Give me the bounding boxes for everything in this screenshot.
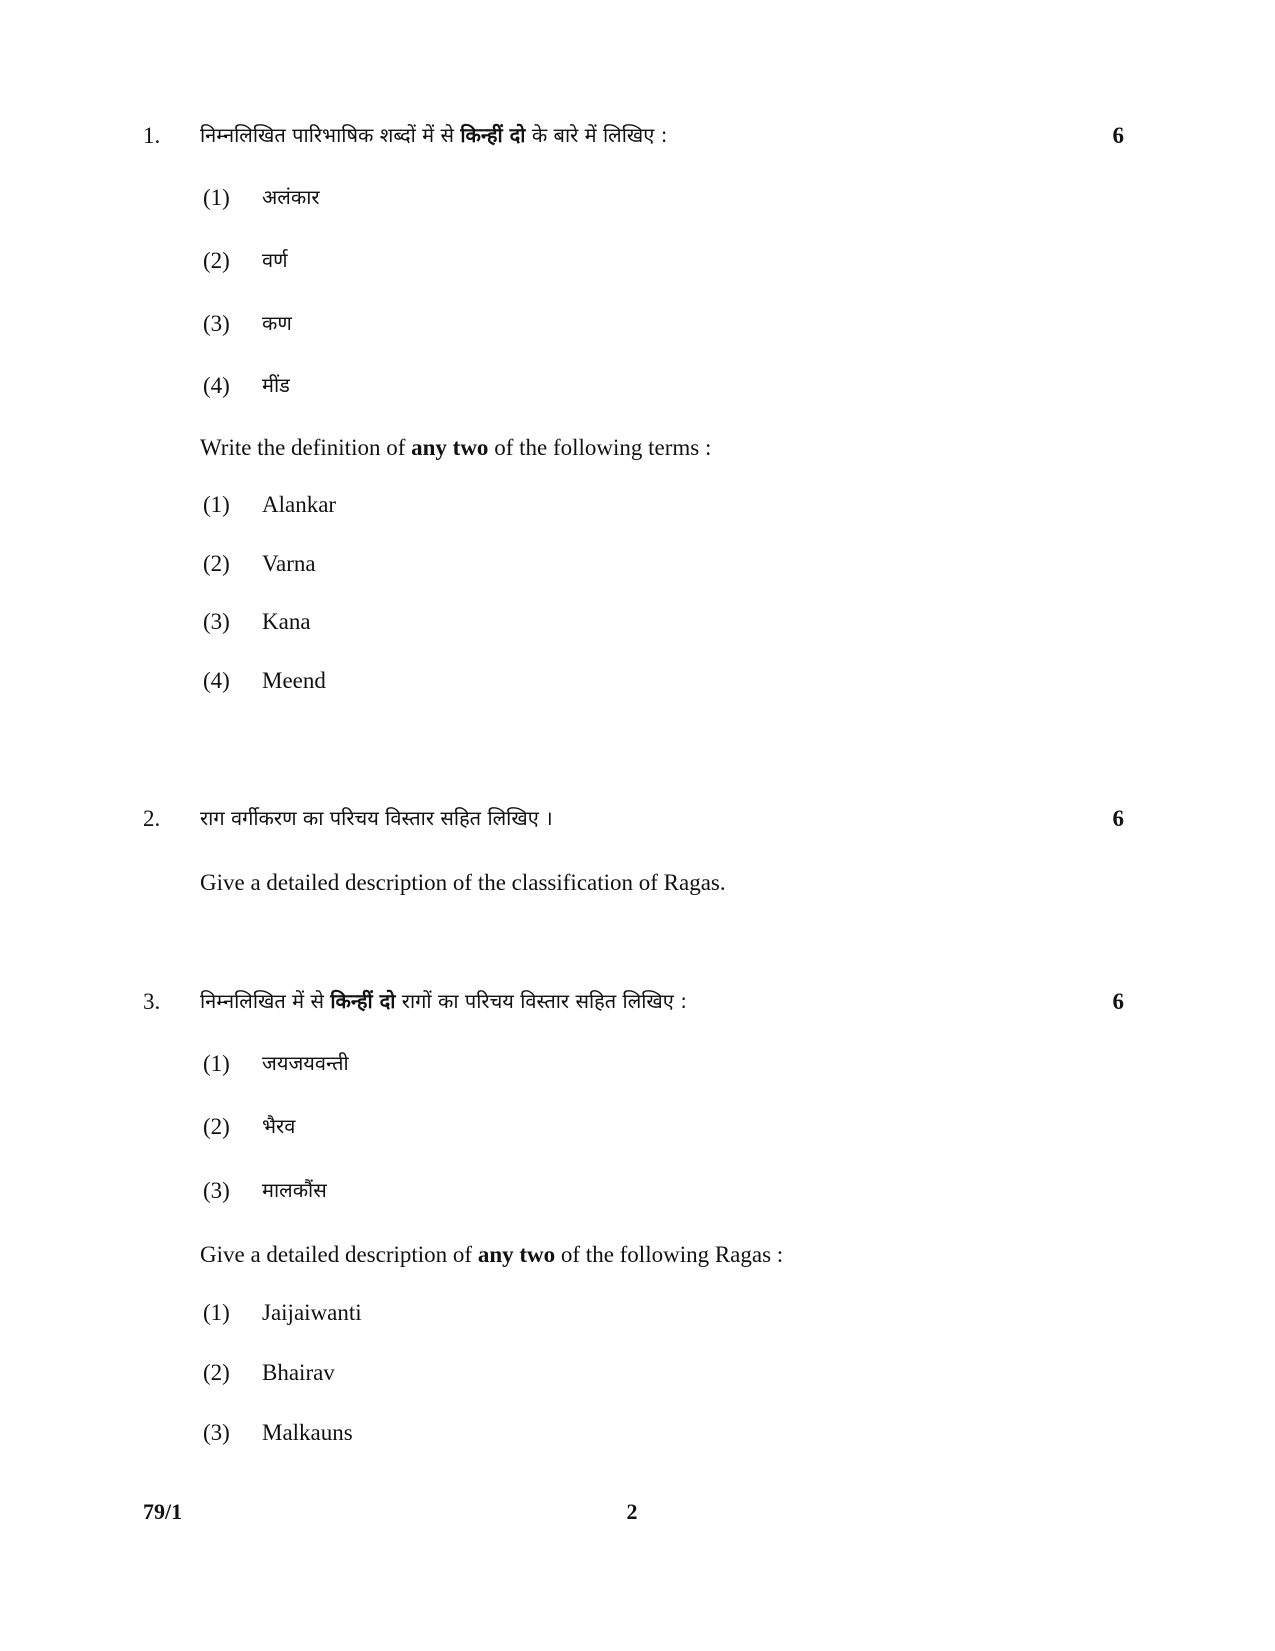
question-3-english-prompt — [200, 1240, 783, 1270]
q1-hindi-option-4-text: मींड — [262, 373, 290, 397]
q1-hindi-option-3-number: (3) — [203, 311, 230, 336]
q1-hindi-option-4-number: (4) — [203, 373, 230, 398]
q1-hindi-prompt-pre: निम्नलिखित पारिभाषिक शब्दों में से — [200, 123, 461, 147]
q3-hindi-prompt-post: रागों का परिचय विस्तार सहित लिखिए : — [395, 989, 687, 1013]
q1-english-option-4-text: Meend — [262, 668, 326, 693]
q3-hindi-option-1-number: (1) — [203, 1051, 230, 1076]
question-1-number: 1. — [143, 123, 161, 148]
paper-code: 79/1 — [143, 1499, 183, 1524]
q3-english-prompt-pre: Give a detailed description of — [200, 1242, 478, 1267]
q3-english-option-1-number: (1) — [203, 1300, 230, 1325]
q3-hindi-option-2-text: भैरव — [262, 1114, 296, 1138]
question-1-english-prompt — [200, 433, 711, 463]
q1-english-option-1-number: (1) — [203, 492, 230, 517]
q1-english-prompt-pre: Write the definition of — [200, 435, 412, 460]
q1-english-option-2-text: Varna — [262, 551, 316, 576]
q3-hindi-option-2-number: (2) — [203, 1114, 230, 1139]
q1-hindi-option-2-number: (2) — [203, 248, 230, 273]
q1-english-option-3-number: (3) — [203, 609, 230, 634]
question-1-hindi-prompt — [200, 120, 667, 150]
q3-english-option-1-text: Jaijaiwanti — [262, 1300, 362, 1325]
q1-hindi-prompt-post: के बारे में लिखिए : — [525, 123, 668, 147]
q3-english-prompt-post: of the following Ragas : — [555, 1242, 784, 1267]
q3-english-option-2-text: Bhairav — [262, 1360, 335, 1385]
q3-hindi-option-3-text: मालकौंस — [262, 1178, 327, 1202]
q1-hindi-option-3-text: कण — [262, 311, 292, 335]
q1-hindi-option-1-text: अलंकार — [262, 185, 320, 209]
question-3-number: 3. — [143, 989, 161, 1014]
question-3-hindi-prompt — [200, 986, 687, 1016]
q1-english-prompt-bold: any two — [411, 435, 489, 460]
q1-hindi-prompt-bold: किन्हीं दो — [460, 123, 526, 147]
q3-english-prompt-bold: any two — [477, 1242, 556, 1267]
q1-hindi-option-2-text: वर्ण — [262, 248, 288, 272]
question-2-number: 2. — [143, 806, 161, 831]
q3-english-option-3-number: (3) — [203, 1420, 230, 1445]
question-2-hindi-prompt: राग वर्गीकरण का परिचय विस्तार सहित लिखिए । — [200, 806, 553, 830]
q3-english-option-3-text: Malkauns — [262, 1420, 353, 1445]
question-2-marks: 6 — [1112, 806, 1124, 831]
question-2-english-prompt: Give a detailed description of the classification of Ragas. — [200, 870, 726, 895]
question-1-marks: 6 — [1112, 123, 1124, 148]
q3-hindi-option-1-text: जयजयवन्ती — [262, 1051, 349, 1075]
q1-english-option-1-text: Alankar — [262, 492, 337, 517]
page-number: 2 — [626, 1499, 638, 1524]
q1-english-prompt-post: of the following terms : — [488, 435, 712, 460]
q3-hindi-prompt-bold: किन्हीं दो — [330, 989, 396, 1013]
q1-english-option-3-text: Kana — [262, 609, 311, 634]
q1-english-option-2-number: (2) — [203, 551, 230, 576]
q1-hindi-option-1-number: (1) — [203, 185, 230, 210]
q1-english-option-4-number: (4) — [203, 668, 230, 693]
q3-english-option-2-number: (2) — [203, 1360, 230, 1385]
q3-hindi-option-3-number: (3) — [203, 1178, 230, 1203]
question-3-marks: 6 — [1112, 989, 1124, 1014]
q3-hindi-prompt-pre: निम्नलिखित में से — [200, 989, 331, 1013]
